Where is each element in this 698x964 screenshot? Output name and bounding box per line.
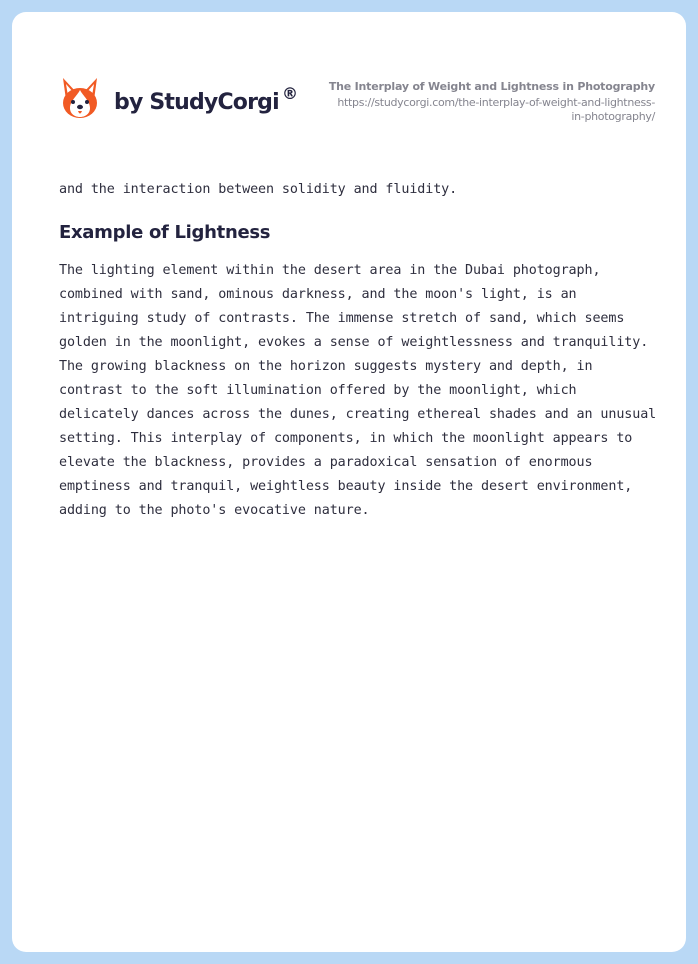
document-content [59,178,657,523]
document-page [12,12,686,952]
registered-mark: ® [282,84,298,103]
document-title: The Interplay of Weight and Lightness in Photography [328,80,655,93]
lead-paragraph: and the interaction between solidity and fluidity. [59,182,458,197]
section-paragraph: The lighting element within the desert area in the Dubai photograph, combined with sand, ominous darkness, and the moon's light, is an intriguing study of contrasts. The immense stretch of sand, which seems golden in the moonlight, evokes a sense of weightlessness and tranquility. The growing blackness on the horizon suggests mystery and depth, in contrast to the soft illumination offered by the moonlight, which delicately dances across the dunes, creating ethereal shades and an unusual setting. This interplay of components, in which the moonlight appears to elevate the blackness, provides a paradoxical sensation of enormous emptiness and tranquil, weightless beauty inside the desert environment, adding to the photo's evocative nature. [59,263,657,518]
section-heading: Example of Lightness [59,222,271,243]
corgi-logo-icon [60,76,100,122]
studycorgi-logo[interactable] [60,76,310,136]
document-meta [325,80,655,124]
document-url[interactable]: https://studycorgi.com/the-interplay-of-weight-and-lightness-in-photography/ [337,96,655,123]
brand-name: by StudyCorgi [114,90,279,115]
